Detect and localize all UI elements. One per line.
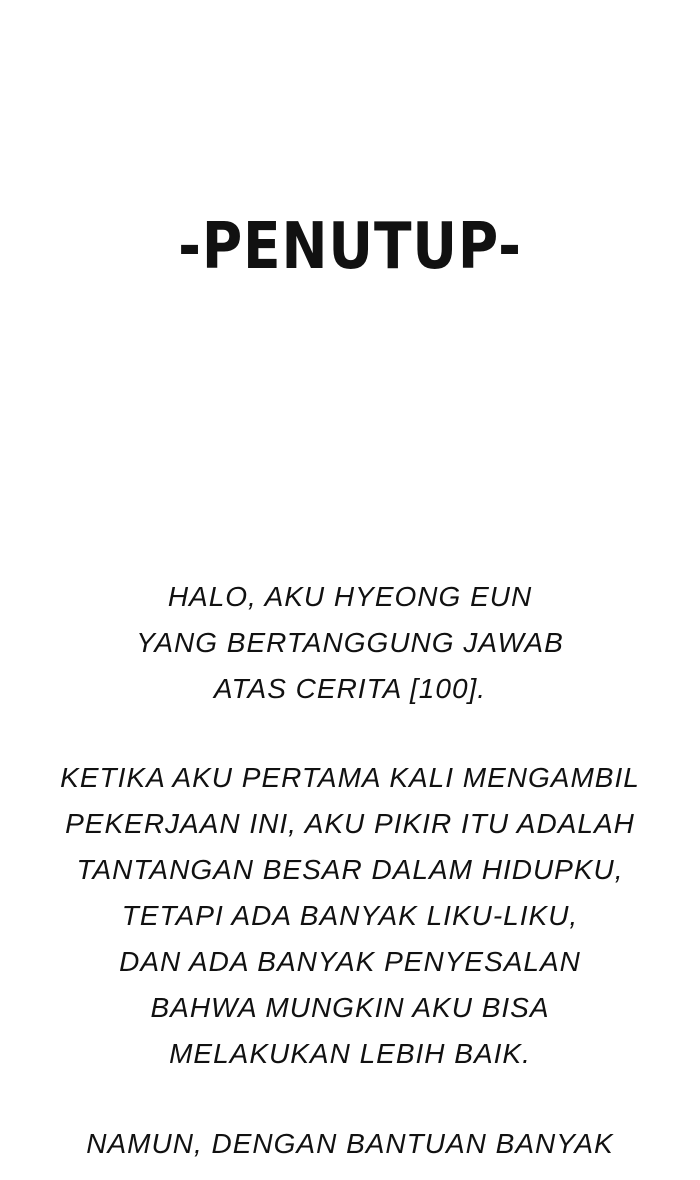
text-line: BAHWA MUNGKIN AKU BISA	[150, 992, 550, 1023]
page-title: -PENUTUP-	[178, 210, 522, 284]
paragraph-intro	[0, 574, 700, 712]
text-line: YANG BERTANGGUNG JAWAB	[136, 627, 564, 658]
text-line: HALO, AKU HYEONG EUN	[167, 581, 533, 612]
paragraph-continuation	[0, 1121, 700, 1167]
text-line: TETAPI ADA BANYAK LIKU-LIKU,	[121, 900, 579, 931]
paragraph-reflection	[0, 755, 700, 1077]
text-line: KETIKA AKU PERTAMA KALI MENGAMBIL	[60, 762, 640, 793]
text-line: TANTANGAN BESAR DALAM HIDUPKU,	[76, 854, 624, 885]
text-line: MELAKUKAN LEBIH BAIK.	[169, 1038, 531, 1069]
text-line: PEKERJAAN INI, AKU PIKIR ITU ADALAH	[65, 808, 635, 839]
text-line: NAMUN, DENGAN BANTUAN BANYAK	[86, 1128, 614, 1159]
text-line: ATAS CERITA [100].	[213, 673, 487, 704]
text-line: DAN ADA BANYAK PENYESALAN	[119, 946, 581, 977]
